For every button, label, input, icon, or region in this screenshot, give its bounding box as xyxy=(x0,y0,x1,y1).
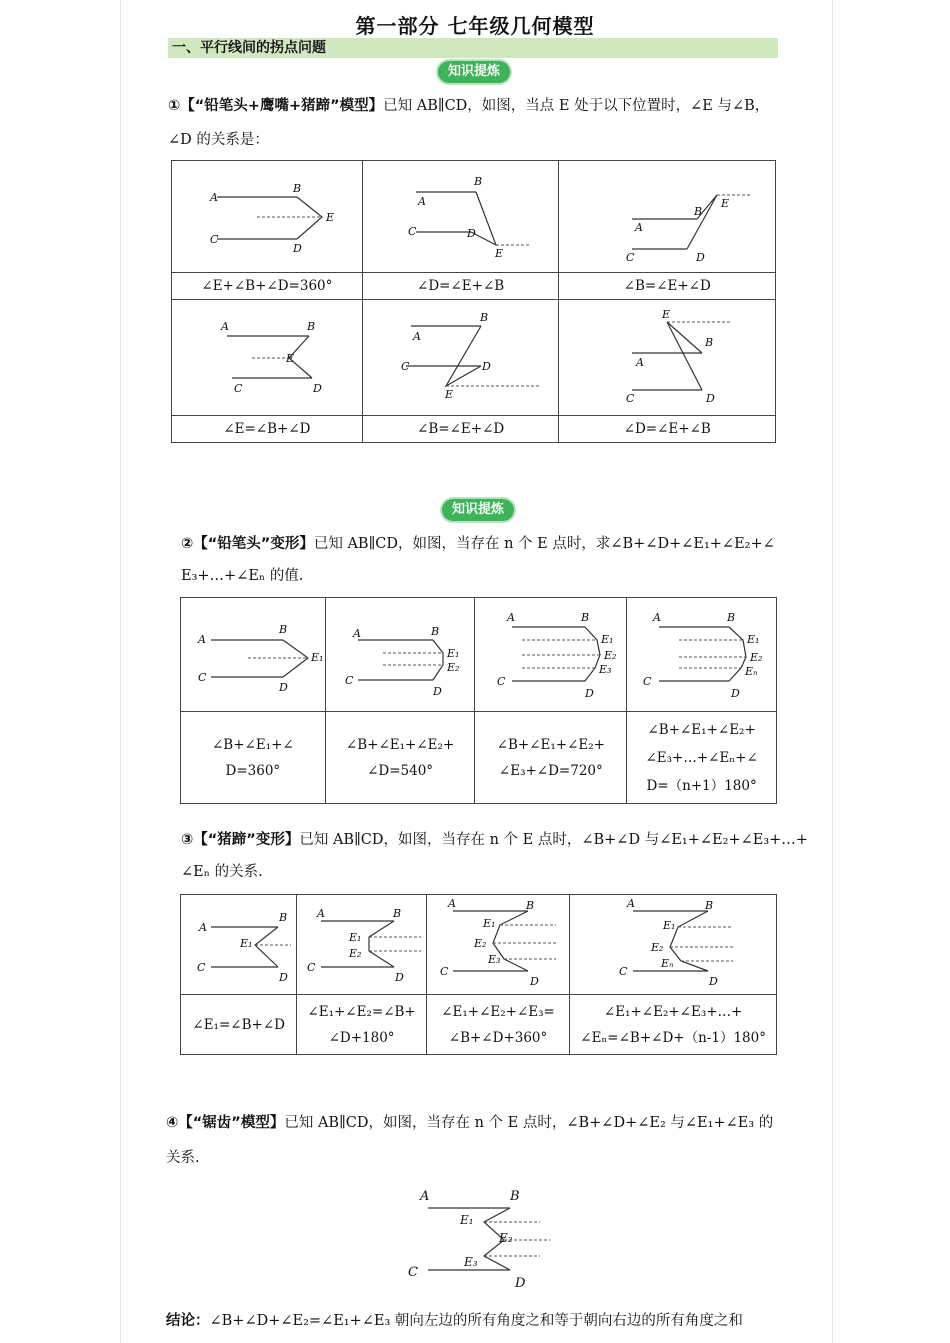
label-d: D xyxy=(709,974,718,988)
label-en: Eₙ xyxy=(745,664,758,678)
label-e3: E₃ xyxy=(598,662,612,676)
label-e2: E₂ xyxy=(499,1231,513,1245)
label-e2: E₂ xyxy=(750,650,763,664)
label-c: C xyxy=(626,250,635,264)
q3-formula-3: ∠E₁+∠E₂+∠E₃= ∠B+∠D+360° xyxy=(426,995,569,1055)
label-e1: E₁ xyxy=(483,916,496,930)
label-c: C xyxy=(496,674,506,688)
q3-fig-2 xyxy=(297,895,426,995)
label-c: C xyxy=(209,232,219,246)
q3-formula-1: ∠E₁=∠B+∠D xyxy=(181,995,297,1055)
q1-body: 已知 AB∥CD，如图，当点 E 处于以下位置时，∠E 与∠B， xyxy=(383,98,770,114)
label-a: A xyxy=(420,1189,430,1204)
q1-fig-4 xyxy=(172,300,363,416)
q4-head: ④【“锯齿”模型】 xyxy=(166,1115,285,1131)
label-b: B xyxy=(526,898,535,912)
label-e2: E₂ xyxy=(446,660,460,674)
label-b: B xyxy=(694,204,703,218)
label-a: A xyxy=(316,906,325,920)
label-d: D xyxy=(731,686,740,700)
label-b: B xyxy=(278,910,287,924)
label-a: A xyxy=(635,220,644,234)
q1-formula-3: ∠B=∠E+∠D xyxy=(559,273,776,300)
q2-fig-1 xyxy=(181,598,326,712)
q2-head: ②【“铅笔头”变形】 xyxy=(181,536,314,552)
label-e: E xyxy=(662,307,671,321)
label-a: A xyxy=(653,610,662,624)
label-c: C xyxy=(306,960,315,974)
label-e: E xyxy=(444,387,453,401)
section-heading: 一、平行线间的拐点问题 xyxy=(168,38,778,58)
label-e1: E₁ xyxy=(747,632,760,646)
q1-formula-4: ∠E=∠B+∠D xyxy=(172,416,363,443)
conclusion-text: ∠B+∠D+∠E₂=∠E₁+∠E₃ 朝向左边的所有角度之和等于朝向右边的所有角度之和 xyxy=(209,1313,743,1329)
q1-fig-2 xyxy=(362,161,559,273)
page-title: 第一部分 七年级几何模型 xyxy=(355,14,595,38)
label-c: C xyxy=(233,381,243,395)
label-b: B xyxy=(727,610,736,624)
label-d: D xyxy=(432,684,442,698)
q2-formula-4: ∠B+∠E₁+∠E₂+ ∠E₃+…+∠Eₙ+∠ D=（n+1）180° xyxy=(627,712,777,804)
q4-sawtooth-figure xyxy=(400,1182,570,1294)
label-a: A xyxy=(220,319,229,333)
label-e2: E₂ xyxy=(474,936,487,950)
label-d: D xyxy=(466,226,476,240)
label-a: A xyxy=(417,194,426,208)
label-a: A xyxy=(209,190,218,204)
q1-fig-6 xyxy=(559,300,776,416)
label-d: D xyxy=(584,686,594,700)
label-c: C xyxy=(440,964,449,978)
label-c: C xyxy=(619,964,628,978)
label-e2: E₂ xyxy=(651,940,664,954)
label-a: A xyxy=(636,355,645,369)
label-d: D xyxy=(292,241,302,255)
label-e1: E₁ xyxy=(348,930,362,944)
label-b: B xyxy=(306,319,315,333)
label-e1: E₁ xyxy=(239,936,253,950)
q1-formula-5: ∠B=∠E+∠D xyxy=(362,416,559,443)
knowledge-badge-2: 知识提炼 xyxy=(442,499,514,521)
q3-body: 已知 AB∥CD，如图，当存在 n 个 E 点时，∠B+∠D 与∠E₁+∠E₂+∠E₃+…+ xyxy=(299,832,808,848)
label-e1: E₁ xyxy=(600,632,614,646)
label-d: D xyxy=(394,970,404,984)
q3-text-2: ∠Eₙ 的关系. xyxy=(181,864,263,880)
q2-fig-4 xyxy=(627,598,777,712)
q2-text xyxy=(181,534,775,554)
page-border-right xyxy=(832,0,833,1343)
label-e3: E₃ xyxy=(488,952,501,966)
label-b: B xyxy=(705,898,714,912)
label-d: D xyxy=(278,970,288,984)
q4-text-2: 关系. xyxy=(166,1150,200,1166)
q1-formula-1: ∠E+∠B+∠D=360° xyxy=(172,273,363,300)
label-a: A xyxy=(627,898,636,910)
label-d: D xyxy=(515,1276,526,1291)
q3-formula-2: ∠E₁+∠E₂=∠B+ ∠D+180° xyxy=(297,995,426,1055)
q1-text xyxy=(168,96,769,116)
q1-formula-2: ∠D=∠E+∠B xyxy=(362,273,559,300)
q2-figure-table xyxy=(180,597,777,804)
label-d: D xyxy=(278,680,288,694)
label-b: B xyxy=(392,906,401,920)
label-c: C xyxy=(407,224,417,238)
label-e2: E₂ xyxy=(603,648,617,662)
label-d: D xyxy=(706,391,716,405)
label-b: B xyxy=(705,335,714,349)
q1-fig-1 xyxy=(172,161,363,273)
label-b: B xyxy=(580,610,589,624)
conclusion-head: 结论： xyxy=(166,1313,210,1329)
label-c: C xyxy=(626,391,635,405)
q2-formula-3: ∠B+∠E₁+∠E₂+ ∠E₃+∠D=720° xyxy=(475,712,627,804)
label-b: B xyxy=(278,622,287,636)
label-c: C xyxy=(344,673,353,687)
label-e1: E₁ xyxy=(446,646,460,660)
conclusion xyxy=(166,1309,743,1330)
label-b: B xyxy=(473,174,482,188)
q2-fig-3 xyxy=(475,598,627,712)
q1-formula-6: ∠D=∠E+∠B xyxy=(559,416,776,443)
label-e1: E₁ xyxy=(460,1213,474,1227)
label-e2: E₂ xyxy=(348,946,362,960)
label-d: D xyxy=(696,250,706,264)
label-e: E xyxy=(494,246,503,260)
q2-fig-2 xyxy=(325,598,475,712)
q1-text-2: ∠D 的关系是： xyxy=(168,132,269,148)
label-a: A xyxy=(198,920,207,934)
label-c: C xyxy=(196,960,206,974)
label-b: B xyxy=(430,624,439,638)
label-e1: E₁ xyxy=(663,918,676,932)
q3-formula-4: ∠E₁+∠E₂+∠E₃+…+ ∠Eₙ=∠B+∠D+（n-1）180° xyxy=(570,995,777,1055)
label-d: D xyxy=(481,359,491,373)
label-c: C xyxy=(643,674,652,688)
knowledge-badge-1: 知识提炼 xyxy=(438,61,510,83)
label-a: A xyxy=(448,898,456,910)
q1-fig-5 xyxy=(362,300,559,416)
q1-head: ①【“铅笔头+鹰嘴+猪蹄”模型】 xyxy=(168,98,384,114)
q3-text xyxy=(181,830,808,850)
q2-formula-2: ∠B+∠E₁+∠E₂+ ∠D=540° xyxy=(325,712,475,804)
label-d: D xyxy=(530,974,539,988)
label-b: B xyxy=(292,181,301,195)
q4-body: 已知 AB∥CD，如图，当存在 n 个 E 点时，∠B+∠D+∠E₂ 与∠E₁+∠E₃ 的 xyxy=(284,1115,774,1131)
q1-fig-3 xyxy=(559,161,776,273)
label-d: D xyxy=(312,381,322,395)
q2-formula-1: ∠B+∠E₁+∠ D=360° xyxy=(181,712,326,804)
label-e: E xyxy=(325,210,334,224)
page-border-left xyxy=(120,0,121,1343)
q3-head: ③【“猪蹄”变形】 xyxy=(181,832,300,848)
label-e: E xyxy=(721,196,730,210)
label-c: C xyxy=(197,670,207,684)
q2-body: 已知 AB∥CD，如图，当存在 n 个 E 点时，求∠B+∠D+∠E₁+∠E₂+∠ xyxy=(313,536,775,552)
label-a: A xyxy=(506,610,515,624)
label-a: A xyxy=(197,632,206,646)
label-c: C xyxy=(408,1265,418,1280)
q1-figure-table xyxy=(171,160,776,443)
label-e3: E₃ xyxy=(464,1255,478,1269)
q4-text xyxy=(166,1113,773,1133)
q3-fig-1 xyxy=(181,895,297,995)
label-c: C xyxy=(400,359,410,373)
label-en: Eₙ xyxy=(661,956,674,970)
label-e: E xyxy=(285,351,294,365)
q3-fig-4 xyxy=(570,895,777,995)
label-a: A xyxy=(352,626,361,640)
label-b: B xyxy=(479,310,488,324)
q3-figure-table xyxy=(180,894,777,1055)
q2-text-2: E₃+…+∠Eₙ 的值. xyxy=(181,568,304,584)
label-e1: E₁ xyxy=(310,650,323,664)
label-b: B xyxy=(510,1189,520,1204)
label-a: A xyxy=(412,329,421,343)
q3-fig-3 xyxy=(426,895,569,995)
